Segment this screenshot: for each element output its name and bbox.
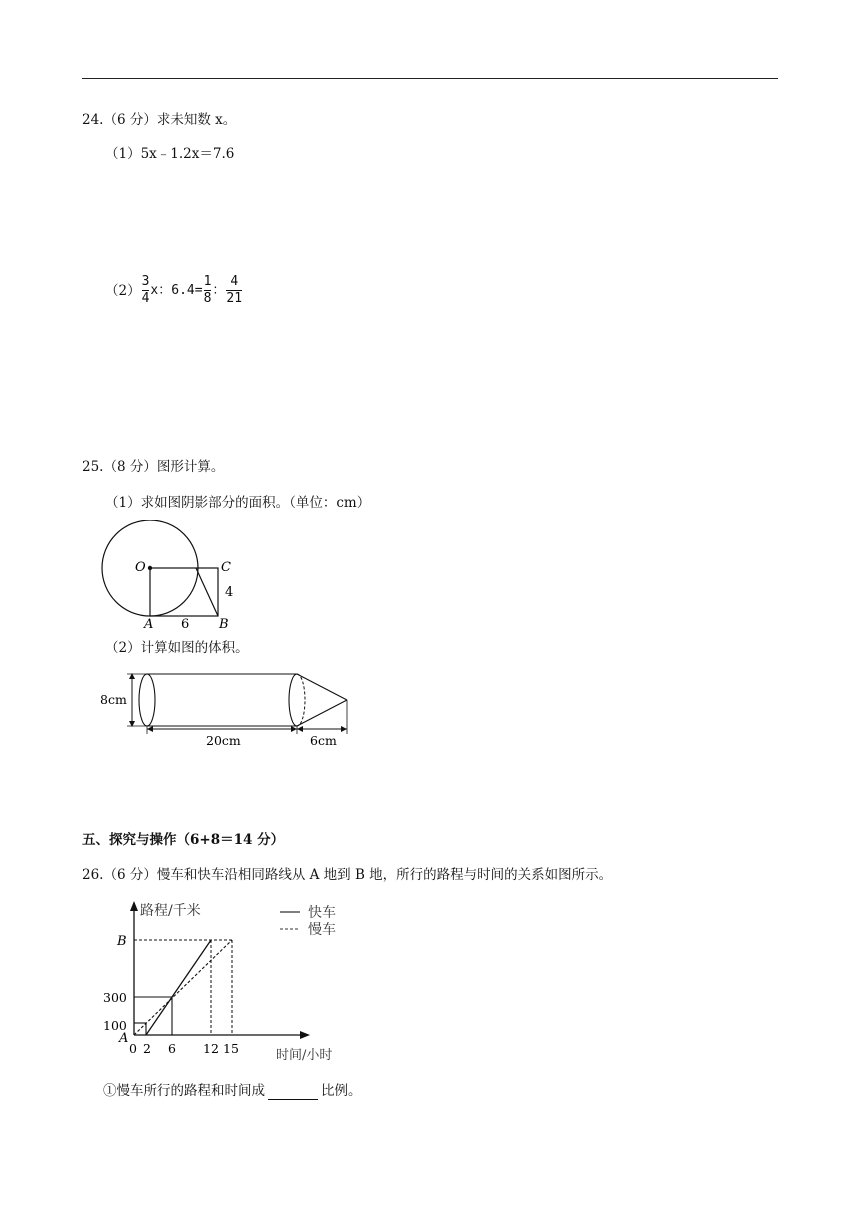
y-axis-arrowhead — [130, 901, 138, 911]
cylinder-right-face-front — [289, 674, 297, 726]
label-A: A — [144, 617, 154, 632]
q24-part2-prefix: （2） — [105, 282, 141, 299]
label-diameter: 8cm — [100, 692, 127, 707]
label-side: 4 — [225, 585, 234, 600]
y-axis-label: 路程/千米 — [140, 903, 201, 919]
cylinder-right-face-back — [297, 674, 305, 726]
header-rule — [82, 78, 778, 79]
legend-slow-label: 慢车 — [308, 922, 336, 938]
circle-square-figure — [95, 520, 245, 632]
series-fast-line — [146, 940, 211, 1035]
x-tick-6: 6 — [168, 1041, 176, 1056]
y-tick-A: A — [119, 1031, 129, 1046]
distance-time-chart — [100, 895, 365, 1065]
fraction-denominator: 8 — [203, 291, 212, 306]
x-tick-12: 12 — [203, 1041, 219, 1056]
x-axis-arrowhead — [300, 1031, 310, 1039]
fraction-numerator: 4 — [230, 274, 239, 289]
answer-blank[interactable] — [268, 1087, 318, 1100]
x-tick-2: 2 — [143, 1041, 151, 1056]
q26-title: 26.（6 分）慢车和快车沿相同路线从 A 地到 B 地，所行的路程与时间的关系如图所示。 — [82, 867, 613, 883]
diagonal-line — [196, 568, 218, 616]
label-base: 6 — [181, 617, 190, 632]
cylinder-cone-figure — [95, 668, 360, 750]
fraction-1-8 — [204, 275, 212, 306]
fraction-numerator: 3 — [141, 274, 150, 289]
fraction-denominator: 4 — [141, 291, 150, 306]
cone-top-edge — [297, 674, 347, 700]
q25-part1: （1）求如图阴影部分的面积。（单位：cm） — [105, 495, 371, 511]
section5-title: 五、探究与操作（6+8＝14 分） — [82, 832, 285, 848]
cylinder-left-face — [139, 674, 155, 726]
y-tick-300: 300 — [103, 990, 127, 1005]
y-tick-B: B — [117, 934, 127, 949]
x-tick-0: 0 — [129, 1041, 137, 1056]
fraction-denominator: 21 — [226, 291, 243, 306]
center-point — [148, 566, 152, 570]
fraction-4-21 — [226, 275, 242, 306]
q24-part2 — [105, 275, 243, 306]
label-length: 20cm — [206, 733, 241, 748]
label-O: O — [135, 560, 146, 575]
fraction-3-4 — [142, 275, 150, 306]
label-B: B — [219, 617, 229, 632]
q25-title: 25.（8 分）图形计算。 — [82, 459, 225, 475]
rectangle-shape — [150, 568, 218, 616]
label-cone: 6cm — [310, 733, 337, 748]
q24-part2-mid1: x：6.4= — [150, 282, 203, 298]
x-tick-15: 15 — [223, 1041, 239, 1056]
q26-part1-suffix: 比例。 — [321, 1083, 362, 1099]
q24-part1: （1）5x﹣1.2x＝7.6 — [105, 146, 235, 162]
fraction-numerator: 1 — [203, 274, 212, 289]
q24-part2-mid2: ： — [212, 282, 226, 298]
label-C: C — [221, 560, 231, 575]
series-slow-line — [134, 940, 232, 1035]
y-tick-100: 100 — [103, 1018, 127, 1033]
q25-part2: （2）计算如图的体积。 — [105, 640, 249, 656]
legend-fast-label: 快车 — [308, 905, 336, 921]
q26-part1 — [103, 1082, 362, 1100]
q26-part1-prefix: ①慢车所行的路程和时间成 — [103, 1083, 265, 1099]
x-axis-label: 时间/小时 — [276, 1048, 333, 1063]
q24-title: 24.（6 分）求未知数 x。 — [82, 112, 237, 128]
